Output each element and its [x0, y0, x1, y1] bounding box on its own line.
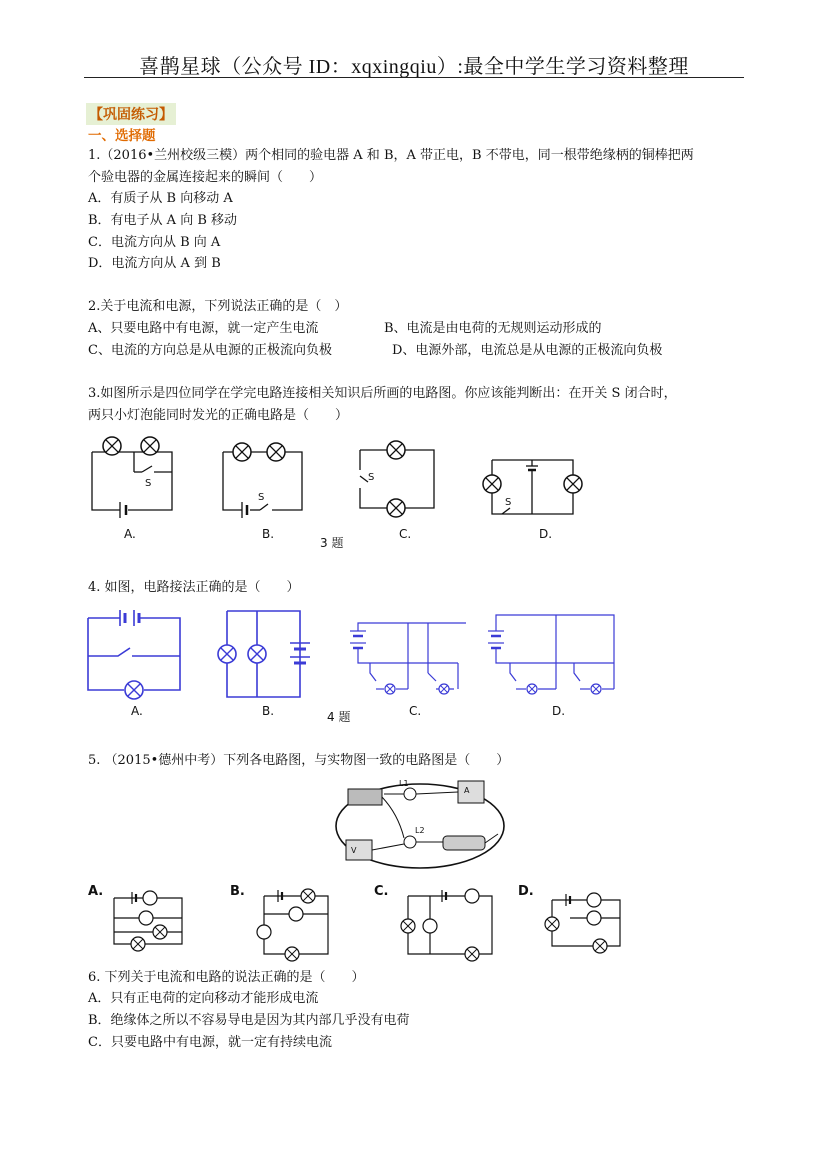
q6-option-a: A．只有正电荷的定向移动才能形成电流: [88, 991, 319, 1006]
q3c-lamp2-icon: [387, 499, 405, 517]
q5d-lamp1-icon: [593, 939, 607, 953]
q3-circuit-a: [92, 452, 172, 518]
q5a-lamp2-icon: [131, 937, 145, 951]
q3b-lamp2-icon: [267, 443, 285, 461]
q5-photo-voltmeter-label: V: [351, 846, 357, 855]
q5-circuit-c: [408, 890, 492, 954]
q5b-voltmeter-icon: [289, 907, 303, 921]
q5-label-d: D.: [518, 884, 534, 899]
q5-label-c: C.: [374, 884, 389, 899]
q3-label-a: A.: [124, 527, 136, 541]
q3d-lamp1-icon: [483, 475, 501, 493]
section-tag: 【巩固练习】: [86, 103, 176, 125]
q4-circuit-b: [227, 611, 310, 697]
q5d-voltmeter-icon: [587, 911, 601, 925]
q3-stem-line2: 两只小灯泡能同时发光的正确电路是（ ）: [88, 408, 349, 423]
q4d-lamp1-icon: [527, 684, 537, 694]
page-header-title: 喜鹊星球（公众号 ID：xqxingqiu）:最全中学生学习资料整理: [139, 56, 689, 78]
q4-label-d: D.: [552, 704, 566, 718]
q5-physical-circuit-photo: [328, 774, 510, 874]
q5c-lamp2-icon: [401, 919, 415, 933]
q2-option-b: B、电流是由电荷的无规则运动形成的: [384, 321, 602, 336]
q3-circuit-diagrams: [80, 430, 600, 530]
q3-label-b: B.: [262, 527, 275, 541]
q5c-ammeter-icon: [465, 889, 479, 903]
q3-stem-line1: 3.如图所示是四位同学在学完电路连接相关知识后所画的电路图。你应该能判断出：在开关 S 闭合时，: [88, 386, 677, 401]
q3a-lamp1-icon: [103, 437, 121, 455]
q5-label-b: B.: [230, 884, 245, 899]
q4c-lamp2-icon: [439, 684, 449, 694]
q5-photo-l1-label: L1: [399, 779, 409, 788]
q2-option-d: D、电源外部，电流总是从电源的正极流向负极: [392, 343, 663, 358]
q4-label-c: C.: [409, 704, 422, 718]
q4a-lamp-icon: [125, 681, 143, 699]
q1-stem-line1: 1.（2016•兰州校级三模）两个相同的验电器 A 和 B，A 带正电，B 不带电，同一根带绝缘柄的铜棒把两: [88, 148, 694, 163]
q2-stem: 2.关于电流和电源，下列说法正确的是（ ）: [88, 299, 348, 314]
q5-photo-l2-label: L2: [415, 826, 425, 835]
q4-label-b: B.: [262, 704, 275, 718]
q4-circuit-diagrams: [84, 605, 624, 705]
q1-option-c: C．电流方向从 B 向 A: [88, 235, 221, 250]
q3-caption: 3 题: [320, 536, 344, 550]
q1-stem-line2: 个验电器的金属连接起来的瞬间（ ）: [88, 170, 323, 185]
q5-circuit-b: [264, 890, 328, 954]
q3a-switch-label: S: [145, 478, 152, 489]
q4-label-a: A.: [131, 704, 143, 718]
q3-circuit-b: [223, 452, 302, 518]
header-divider: [84, 77, 744, 78]
q5c-voltmeter-icon: [423, 919, 437, 933]
q6-option-c: C．只要电路中有电源，就一定有持续电流: [88, 1035, 332, 1050]
q5-circuit-diagrams: [100, 880, 640, 962]
q3c-switch-label: S: [368, 472, 375, 483]
q5d-ammeter-icon: [587, 893, 601, 907]
q3c-lamp1-icon: [387, 441, 405, 459]
q4-circuit-a: [88, 610, 180, 690]
q3b-switch-label: S: [258, 492, 265, 503]
q1-option-b: B．有电子从 A 向 B 移动: [88, 213, 238, 228]
q5b-ammeter-icon: [257, 925, 271, 939]
q6-stem: 6. 下列关于电流和电路的说法正确的是（ ）: [88, 970, 365, 985]
q4b-lamp1-icon: [218, 645, 236, 663]
q1-option-a: A．有质子从 B 向移动 A: [88, 191, 233, 206]
q5-circuit-d: [552, 894, 620, 946]
q4c-lamp1-icon: [385, 684, 395, 694]
q3-label-c: C.: [399, 527, 412, 541]
q3-label-d: D.: [539, 527, 553, 541]
q4-circuit-c: [350, 623, 466, 689]
q5b-lamp2-icon: [301, 889, 315, 903]
q4-circuit-d: [488, 615, 614, 689]
q3a-lamp2-icon: [141, 437, 159, 455]
q3d-switch-label: S: [505, 497, 512, 508]
q2-option-a: A、只要电路中有电源，就一定产生电流: [88, 321, 319, 336]
q3d-lamp2-icon: [564, 475, 582, 493]
section-title: 一、选择题: [88, 128, 156, 144]
q3b-lamp1-icon: [233, 443, 251, 461]
q5a-ammeter-icon: [143, 891, 157, 905]
q4-caption: 4 题: [327, 710, 351, 724]
q5b-lamp1-icon: [285, 947, 299, 961]
q5a-lamp1-icon: [153, 925, 167, 939]
q5-label-a: A.: [88, 884, 104, 899]
q5c-lamp1-icon: [465, 947, 479, 961]
q5d-lamp2-icon: [545, 917, 559, 931]
q2-option-c: C、电流的方向总是从电源的正极流向负极: [88, 343, 332, 358]
q4b-lamp2-icon: [248, 645, 266, 663]
q4d-lamp2-icon: [591, 684, 601, 694]
q1-option-d: D．电流方向从 A 到 B: [88, 256, 221, 271]
q5a-voltmeter-icon: [139, 911, 153, 925]
q4-stem: 4. 如图，电路接法正确的是（ ）: [88, 580, 300, 595]
q5-photo-ammeter-label: A: [464, 786, 470, 795]
q6-option-b: B．绝缘体之所以不容易导电是因为其内部几乎没有电荷: [88, 1013, 410, 1028]
q5-stem: 5. （2015•德州中考）下列各电路图，与实物图一致的电路图是（ ）: [88, 753, 510, 768]
